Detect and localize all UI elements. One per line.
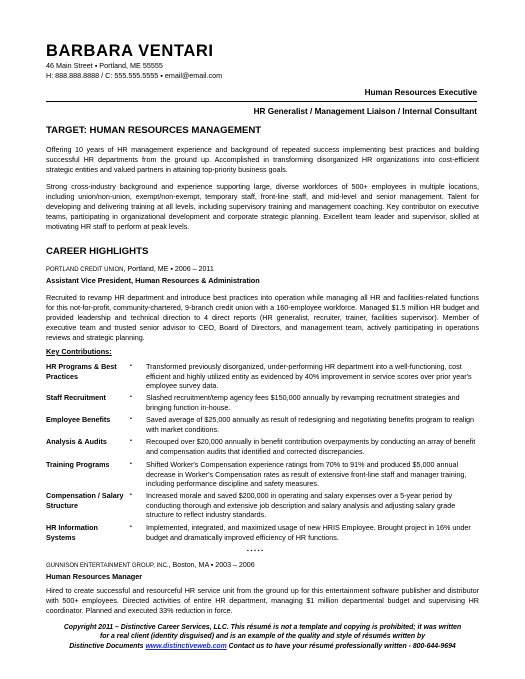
contribution-text: Implemented, integrated, and maximized usage of new HRIS Employee. Brought project in 16% under budget and dramatically improved efficiency of HR functions. [146,523,471,542]
copyright-footer [34,623,491,651]
contribution-label: Analysis & Audits [46,437,107,446]
contribution-text: Slashed recruitment/temp agency fees $150,000 annually by revamping recruitment strategies and bringing function in-house. [146,393,460,412]
address-line: 46 Main Street ▪ Portland, ME 55555 [46,61,163,70]
footer-line-1: Copyright 2011 – Distinctive Career Services, LLC. This résumé is not a template and copying is prohibited; it was written [63,624,462,631]
job2-summary: Hired to create successful and resourceful HR service unit from the ground up for this entertainment software publisher and distributor with 500+ employees. Directed activities of entire HR department, managing $1 million departmental budget and supervising HR coordinator. Planned and executed 33% reduction in force. [46,586,479,616]
target-paragraph-1: Offering 10 years of HR management experience and background of repeated success implementing best practices and building successful HR departments from the ground up. Accomplished in transforming disorganized HR organizations into cost-efficient strategic entities and valued partners in attaining top-priority business goals. [46,145,479,175]
phone-email-line: H: 888.888.8888 / C: 555.555.5555 ▪ email@email.com [46,71,223,80]
contribution-label: Employee Benefits [46,415,111,424]
contribution-text: Transformed previously disorganized, under-performing HR department into a well-functioning, cost efficient and highly utilized entity as evidenced by 40% improvement in service scores over prior year's employee survey data. [146,362,472,391]
job1-location-dates: , Portland, ME ▪ 2006 – 2011 [123,265,214,273]
contribution-label: HR Information Systems [46,523,98,542]
footer-line-3-start: Distinctive Documents [69,642,146,650]
subheadline: HR Generalist / Management Liaison / Internal Consultant [253,107,477,116]
contribution-label: HR Programs & Best Practices [46,362,117,381]
footer-line-3-end: Contact us to have your résumé professionally written - 800-644-9694 [226,642,456,650]
bullet-icon: ▪ [130,416,132,422]
candidate-name: BARBARA VENTARI [46,42,214,60]
header-rule [46,101,477,102]
key-contributions-heading: Key Contributions: [46,347,112,356]
job1-title: Assistant Vice President, Human Resources & Administration [46,276,260,285]
contribution-label: Training Programs [46,460,110,469]
bullet-icon: ▪ [130,524,132,530]
contribution-text: Shifted Worker's Compensation experience ratings from 70% to 91% and produced $5,000 annual decrease in Worker's Compensation rates as result of extensive front-line staff and manager training, including performance discipline and safety measures. [146,460,467,489]
job2-title: Human Resources Manager [46,572,143,581]
contribution-label: Compensation / Salary Structure [46,491,124,510]
contribution-label: Staff Recruitment [46,393,106,402]
job2-employer-line [46,561,255,569]
headline: Human Resources Executive [364,88,477,97]
section-separator: ▪▪▪▪▪ [247,548,265,554]
job2-employer: GUNNISON ENTERTAINMENT GROUP, INC. [46,563,169,569]
bullet-icon: ▪ [130,394,132,400]
job1-employer-line [46,265,214,273]
contribution-text: Saved average of $25,000 annually as result of redesigning and negotiating benefits program to realign with market conditions. [146,415,475,434]
bullet-icon: ▪ [130,461,132,467]
job2-location-dates: , Boston, MA ▪ 2003 – 2006 [168,561,255,569]
bullet-icon: ▪ [130,492,132,498]
bullet-icon: ▪ [130,438,132,444]
website-link[interactable]: www.distinctiveweb.com [145,642,227,650]
contribution-text: Increased morale and saved $200,000 in operating and salary expenses over a 5-year period by conducting thorough and extensive job description and salary analysis and adjusting salary grade structure to reflect industry standards. [146,491,456,520]
job1-summary: Recruited to revamp HR department and introduce best practices into operation while managing all HR and facilities-related functions for this not-for-profit, community-chartered, 9-branch credit union with a 160-employee workforce. Managed $1.5 million HR budget and provided leadership and technical direction to 4 direct reports (HR generalist, recruiter, trainer, facilities supervisor). Member of executive team and trusted senior advisor to CEO, Board of Directors, and management team, actively participating in operations reviews and strategic planning. [46,293,479,343]
target-paragraph-2: Strong cross-industry background and experience supporting large, diverse workforces of 500+ employees in multiple locations, including union/non-union, exempt/non-exempt, temporary staff, front-line staff, and mid-level and senior management. Talent for developing and delivering training at all levels, including supervisory training and management coaching. Key contributor on executive teams, participating in organizational development and corporate strategic planning. Excellent team leader and supervisor, skilled at motivating HR staff to perform at peak levels. [46,182,479,232]
footer-line-2: for a real client (identity disguised) and is an example of the quality and style of résumés written by [99,633,426,641]
target-heading: TARGET: HUMAN RESOURCES MANAGEMENT [46,125,262,136]
career-heading: CAREER HIGHLIGHTS [46,246,149,257]
contribution-text: Recouped over $20,000 annually in benefit contribution overpayments by conducting an array of benefit and compensation audits that identified and corrected discrepancies. [146,437,476,456]
bullet-icon: ▪ [130,363,132,369]
job1-employer: PORTLAND CREDIT UNION [46,267,124,273]
footer-line-3 [34,642,491,651]
